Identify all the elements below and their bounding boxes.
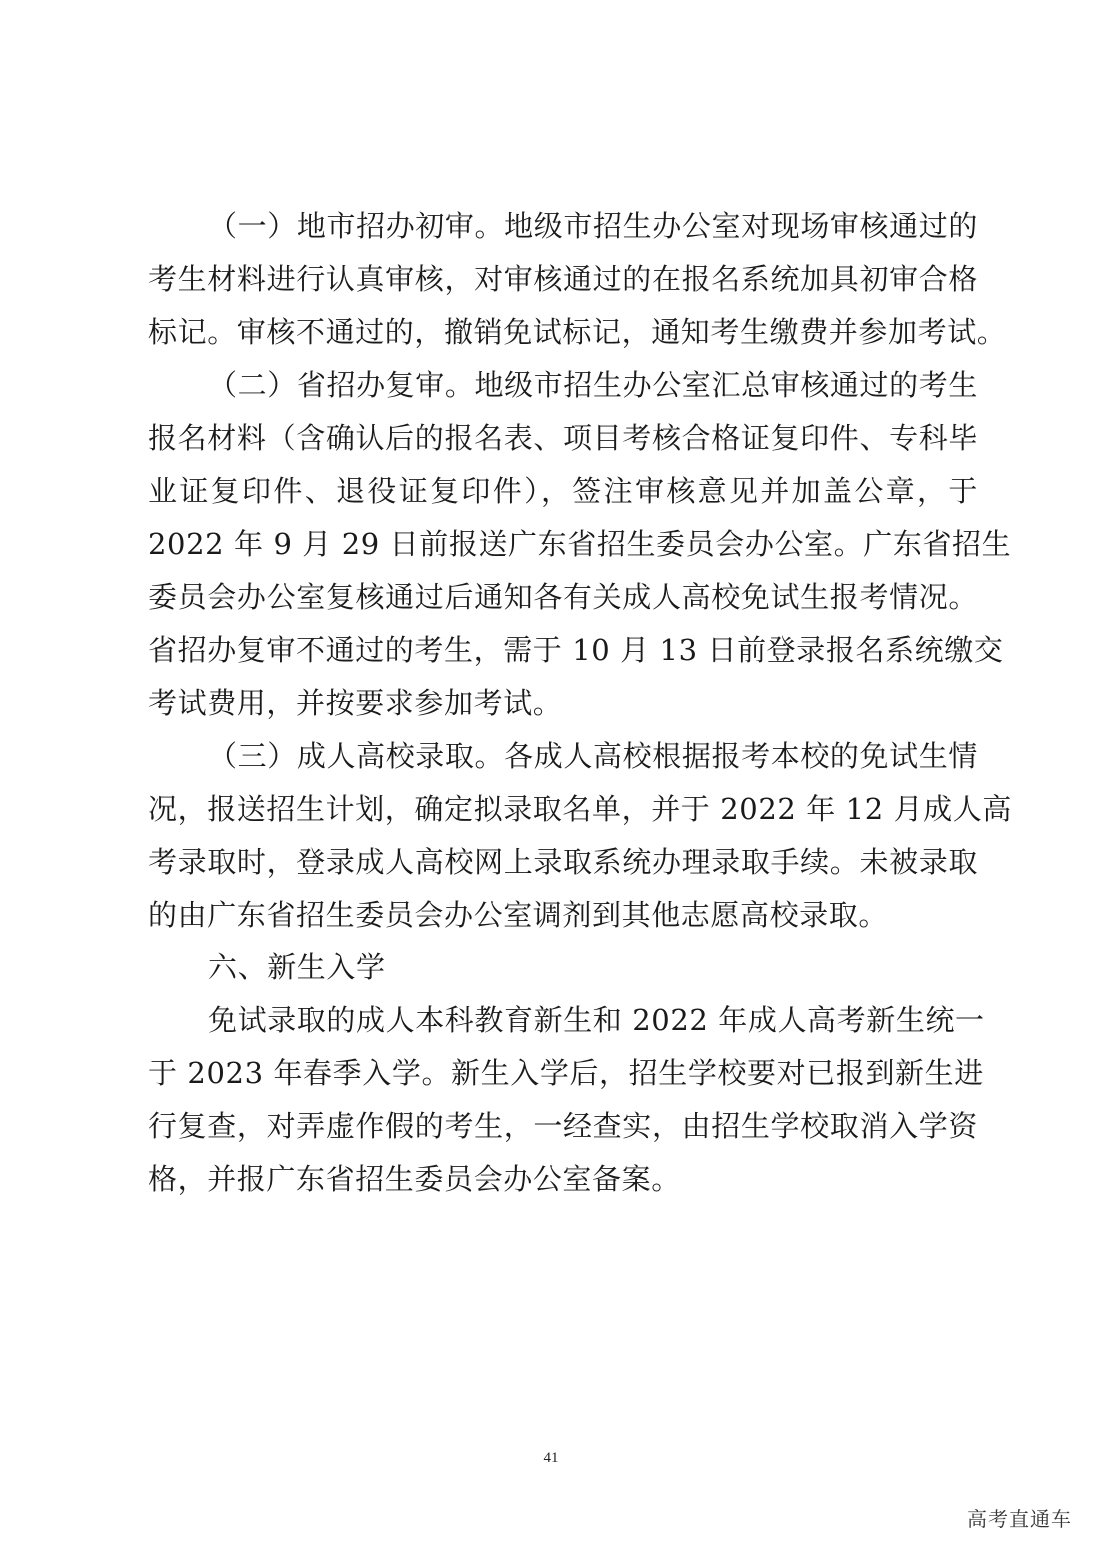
paragraph-line: 考试费用，并按要求参加考试。 bbox=[148, 686, 563, 720]
paragraph-line: 于 2023 年春季入学。新生入学后，招生学校要对已报到新生进 bbox=[148, 1056, 984, 1090]
paragraph-line: 标记。审核不通过的，撤销免试标记，通知考生缴费并参加考试。 bbox=[148, 315, 1007, 349]
paragraph-line: 报名材料（含确认后的报名表、项目考核合格证复印件、专科毕 bbox=[148, 421, 978, 455]
page-number: 41 bbox=[543, 1450, 559, 1466]
paragraph-line: （三）成人高校录取。各成人高校根据报考本校的免试生情 bbox=[208, 739, 978, 773]
paragraph-line: 况，报送招生计划，确定拟录取名单，并于 2022 年 12 月成人高 bbox=[148, 792, 1012, 826]
paragraph-line: 免试录取的成人本科教育新生和 2022 年成人高考新生统一 bbox=[208, 1003, 985, 1037]
paragraph-line: （一）地市招办初审。地级市招生办公室对现场审核通过的 bbox=[208, 209, 978, 243]
section-heading: 六、新生入学 bbox=[208, 950, 386, 984]
paragraph-line: 考生材料进行认真审核，对审核通过的在报名系统加具初审合格 bbox=[148, 262, 978, 296]
paragraph-line: 省招办复审不通过的考生，需于 10 月 13 日前登录报名系统缴交 bbox=[148, 633, 1004, 667]
paragraph-line: 委员会办公室复核通过后通知各有关成人高校免试生报考情况。 bbox=[148, 580, 978, 614]
watermark-text: 高考直通车 bbox=[967, 1507, 1072, 1531]
paragraph-line: 考录取时，登录成人高校网上录取系统办理录取手续。未被录取 bbox=[148, 845, 978, 879]
paragraph-line: 格，并报广东省招生委员会办公室备案。 bbox=[148, 1162, 681, 1196]
paragraph-line: 业证复印件、退役证复印件），签注审核意见并加盖公章，于 bbox=[148, 474, 978, 508]
paragraph-line: 2022 年 9 月 29 日前报送广东省招生委员会办公室。广东省招生 bbox=[148, 527, 1012, 561]
paragraph-line: 行复查，对弄虚作假的考生，一经查实，由招生学校取消入学资 bbox=[148, 1109, 978, 1143]
paragraph-line: 的由广东省招生委员会办公室调剂到其他志愿高校录取。 bbox=[148, 898, 889, 932]
paragraph-line: （二）省招办复审。地级市招生办公室汇总审核通过的考生 bbox=[208, 368, 978, 402]
